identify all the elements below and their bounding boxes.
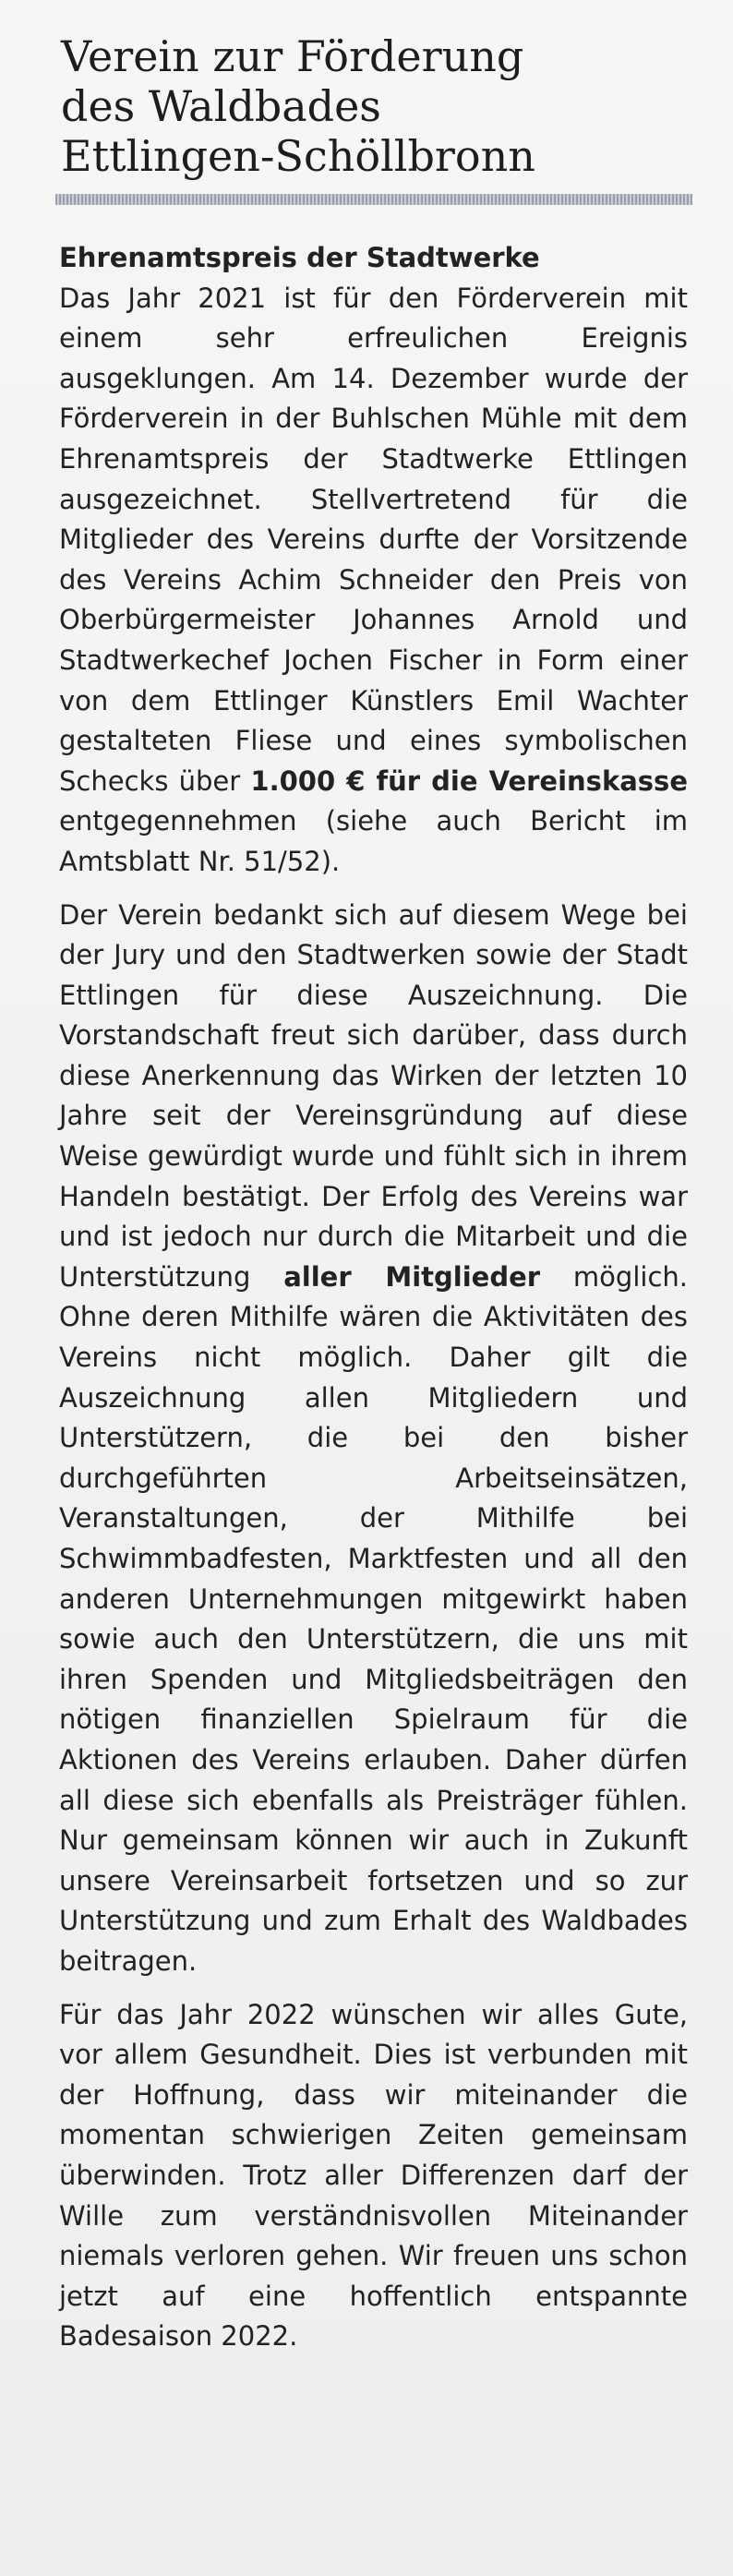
title-line-2: des Waldbades xyxy=(61,81,381,131)
title-divider xyxy=(55,194,692,205)
paragraph-1-text-a: Das Jahr 2021 ist für den Förderverein mit einem sehr erfreulichen Ereignis ausgeklungen. Am 14. Dezember wurde der Förderverein in der Buhlschen Mühle mit dem Ehrenamtspreis der Stadtwerke Ettlingen ausgezeichnet. Stellvertretend für die Mitglieder des Vereins durfte der Vorsitzende des Vereins Achim Schneider den Preis von Oberbürgermeister Johannes Arnold und Stadtwerkechef Jochen Fischer in Form einer von dem Ettlinger Künstlers Emil Wachter gestalteten Fliese und eines symbolischen Schecks über xyxy=(59,282,688,797)
title-line-3: Ettlingen-Schöllbronn xyxy=(61,131,535,181)
paragraph-2-text-b: möglich. Ohne deren Mithilfe wären die Aktivitäten des Vereins nicht möglich. Daher gilt die Auszeichnung allen Mitgliedern und Unterstützern, die bei den bisher durchgeführten Arbeitseinsätzen, Veranstaltungen, der Mithilfe bei Schwimmbadfesten, Marktfesten und all den anderen Unternehmungen mitgewirkt haben sowie auch den Unterstützern, die uns mit ihren Spenden und Mitgliedsbeiträgen den nötigen finanziellen Spielraum für die Aktionen des Vereins erlauben. Daher dürfen all diese sich ebenfalls als Preisträger fühlen. Nur gemeinsam können wir auch in Zukunft unsere Vereinsarbeit fortsetzen und so zur Unterstützung und zum Erhalt des Waldbades beitragen. xyxy=(59,1260,688,1977)
article-body xyxy=(59,238,688,2357)
paragraph-spacer xyxy=(59,1982,688,1995)
title-line-1: Verein zur Förderung xyxy=(61,31,524,81)
paragraph-spacer xyxy=(59,883,688,896)
paragraph-1 xyxy=(59,279,688,883)
article-subheading: Ehrenamtspreis der Stadtwerke xyxy=(59,242,540,273)
paragraph-1-text-b: entgegennehmen (siehe auch Bericht im Amtsblatt Nr. 51/52). xyxy=(59,805,688,877)
page-title xyxy=(61,31,689,181)
paragraph-2 xyxy=(59,896,688,1982)
paragraph-3: Für das Jahr 2022 wünschen wir alles Gute, vor allem Gesundheit. Dies ist verbunden mit der Hoffnung, dass wir miteinander die momentan schwierigen Zeiten gemeinsam überwinden. Trotz aller Differenzen darf der Wille zum verständnisvollen Miteinander niemals verloren gehen. Wir freuen uns schon jetzt auf eine hoffentlich entspannte Badesaison 2022. xyxy=(59,1998,688,2353)
paragraph-2-text-a: Der Verein bedankt sich auf diesem Wege bei der Jury und den Stadtwerken sowie der Stadt Ettlingen für diese Auszeichnung. Die Vorstandschaft freut sich darüber, dass durch diese Anerkennung das Wirken der letzten 10 Jahre seit der Vereinsgründung auf diese Weise gewürdigt wurde und fühlt sich in ihrem Handeln bestätigt. Der Erfolg des Vereins war und ist jedoch nur durch die Mitarbeit und die Unterstützung xyxy=(59,898,688,1293)
paragraph-1-bold: 1.000 € für die Vereinskasse xyxy=(250,764,688,797)
paragraph-2-bold: aller Mitglieder xyxy=(283,1260,541,1293)
